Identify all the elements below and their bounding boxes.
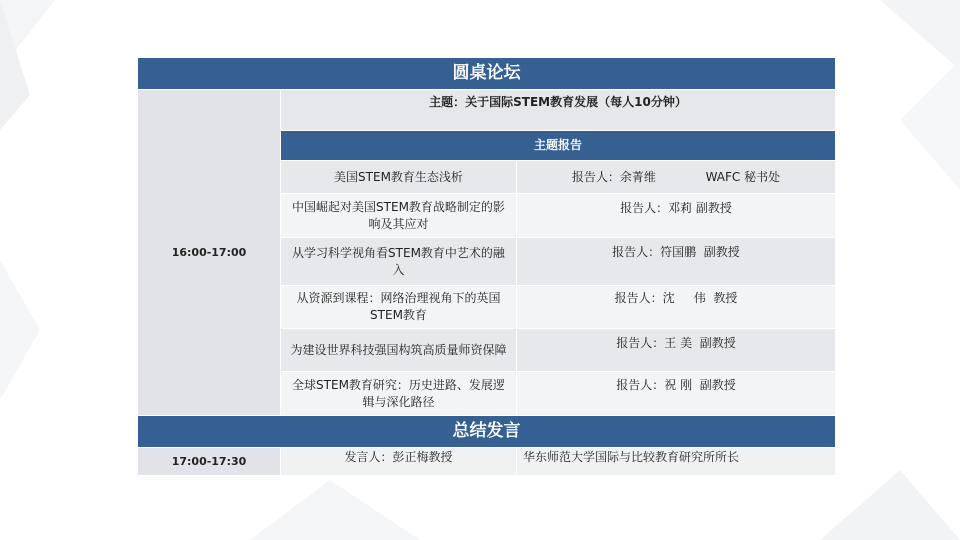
session-time: 16:00-17:00 <box>138 90 281 416</box>
talk-speaker <box>517 161 836 194</box>
report-subheader: 主题报告 <box>281 131 836 161</box>
roundtable-header: 圆桌论坛 <box>138 58 836 90</box>
talk-speaker: 报告人：祝 刚 副教授 <box>517 372 836 416</box>
speaker-affiliation: WAFC 秘书处 <box>705 169 781 184</box>
session-theme: 主题：关于国际STEM教育发展（每人10分钟） <box>281 90 836 131</box>
schedule-table <box>137 57 836 476</box>
speaker-name: 报告人：余菁维 <box>571 169 656 184</box>
talk-title: 为建设世界科技强国构筑高质量师资保障 <box>281 329 517 372</box>
closing-speaker: 发言人：彭正梅教授 <box>281 448 517 476</box>
closing-header: 总结发言 <box>138 416 836 448</box>
closing-affiliation: 华东师范大学国际与比较教育研究所所长 <box>517 448 836 476</box>
talk-speaker: 报告人：邓莉 副教授 <box>517 194 836 238</box>
talk-speaker: 报告人：符国鹏 副教授 <box>517 238 836 286</box>
talk-speaker: 报告人：王 美 副教授 <box>517 329 836 372</box>
closing-time: 17:00-17:30 <box>138 448 281 476</box>
talk-title: 中国崛起对美国STEM教育战略制定的影响及其应对 <box>281 194 517 238</box>
talk-title: 从资源到课程：网络治理视角下的英国STEM教育 <box>281 286 517 329</box>
talk-title: 全球STEM教育研究：历史进路、发展逻辑与深化路径 <box>281 372 517 416</box>
talk-speaker: 报告人：沈 伟 教授 <box>517 286 836 329</box>
talk-title: 从学习科学视角看STEM教育中艺术的融入 <box>281 238 517 286</box>
talk-title: 美国STEM教育生态浅析 <box>281 161 517 194</box>
